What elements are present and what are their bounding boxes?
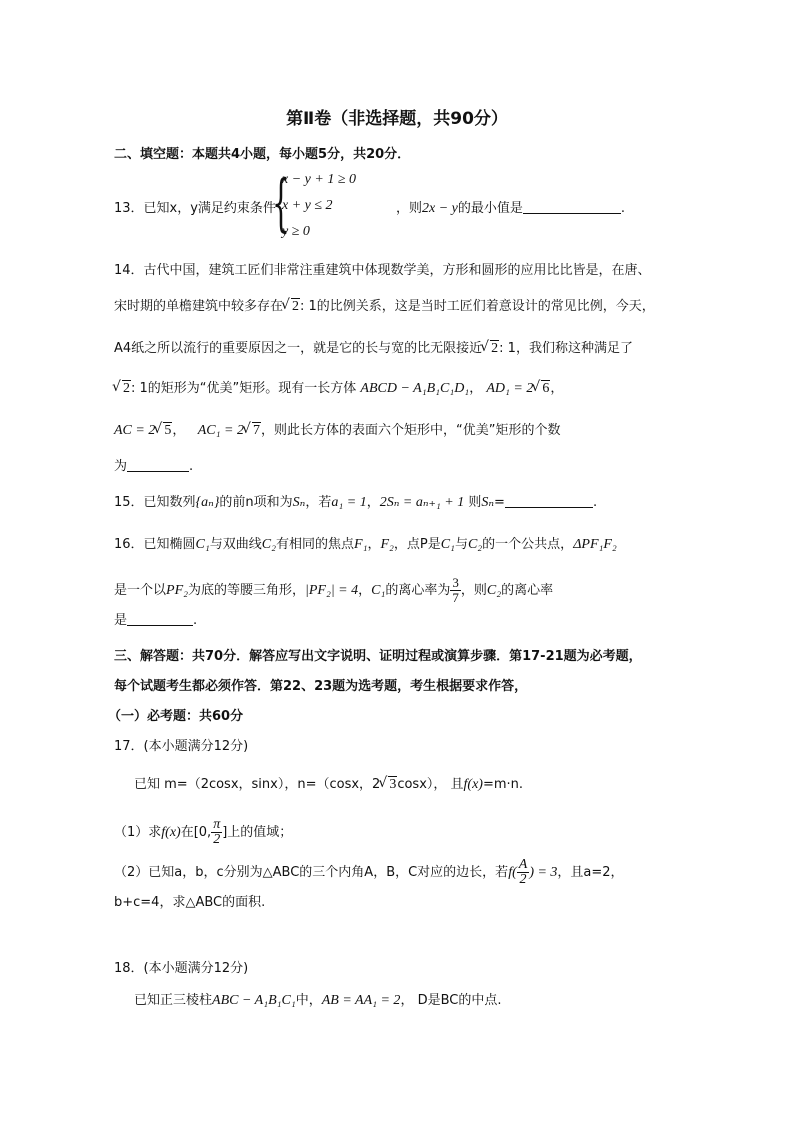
q14-text: 为 [114,459,128,474]
brace-icon: { [272,166,290,239]
q16-text: 与双曲线 [209,537,262,552]
question-13 [114,200,276,218]
q16-pf2: PF₂ [166,583,188,598]
q16-c2: C₂ [261,537,276,552]
q15-text: 则 [464,495,482,510]
q18-prism: ABC − A₁B₁C₁ [212,993,296,1008]
answer-blank [523,201,621,214]
q17-text: 在[0, [180,825,212,840]
q14-line-1: 14．古代中国，建筑工匠们非常注重建筑中体现数学美，方形和圆形的应用比比皆是，在唐、 [114,263,651,278]
q16-c2: C₂ [486,583,502,598]
q14-text: A4纸之所以流行的重要原因之一，就是它的长与宽的比无限接近 [114,341,483,356]
q16-line-1 [114,536,617,554]
q18-given [134,992,501,1010]
sqrt-2: √ 2 [283,298,300,316]
q16-text: 是一个以 [114,583,167,598]
q15-text: 15．已知数列 [114,495,196,510]
q16-text: 16．已知椭圆 [114,537,196,552]
q18-text: 已知正三棱柱 [134,993,213,1008]
q14-ac: AC = 2 [114,423,156,438]
q13-suffix: 的最小值是 [457,201,523,216]
q16-line-3 [114,612,197,630]
answer-blank [505,495,593,508]
q15-sequence: {aₙ} [195,495,220,510]
q15-sn: Sₙ [481,495,495,510]
q14-end: . [189,459,194,474]
q15-text: 的前n项和为 [219,495,293,510]
sqrt-6: √ 6 [533,380,550,398]
q17-f: f( [508,865,517,880]
q14-prism: ABCD − A₁B₁C₁D₁ [360,381,470,396]
q16-text: 的离心率为 [385,583,451,598]
section-2-header: 二、填空题：本题共4小题，每小题5分，共20分． [114,147,411,162]
q16-end: . [193,613,198,628]
q17-header: 17．(本小题满分12分) [114,739,249,754]
q18-text: 中， [295,993,322,1008]
question-15 [114,494,597,512]
q17-text: =m·n. [482,777,524,792]
q14-ad1: AD₁ = 2 [486,381,534,396]
q17-text: （2）已知a，b，c分别为△ABC的三个内角A，B，C对应的边长，若 [114,865,509,880]
q17-pi-fraction: $\frac{\pi}{2}$ [213,817,221,847]
section-3-subheader: （一）必考题：共60分 [108,709,244,724]
q14-text: : 1的比例关系，这是当时工匠们着意设计的常见比例，今天， [300,299,655,314]
q16-text: ，点P是 [393,537,441,552]
q17-fx: f(x) [161,825,181,840]
answer-blank [127,613,193,626]
q16-text: ， [367,537,381,552]
q16-f1: F₁ [354,537,368,552]
q16-text: 的离心率 [501,583,554,598]
q15-relation: 2Sₙ = aₙ₊₁ + 1 [379,495,465,510]
section-3-header-line-1: 三、解答题：共70分．解答应写出文字说明、证明过程或演算步骤．第17-21题为必考题， [114,649,642,664]
q16-text: ， [358,583,372,598]
page-title: 第Ⅱ卷（非选择题，共90分） [286,109,508,129]
q16-c1: C₁ [371,583,386,598]
q17-a-fraction: $\frac{A}{2}$ [518,857,528,887]
sqrt-2: √ 2 [114,380,131,398]
q16-text: 与 [454,537,468,552]
q16-triangle: ΔPF₁F₂ [573,537,617,552]
q17-text: 已知 m=（2cosx，sinx），n=（cosx，2 [134,777,381,792]
q14-text: 宋时期的单檐建筑中较多存在 [114,299,284,314]
q16-fraction: $\frac{3}{7}$ [452,575,459,605]
q17-text: ]上的值域； [222,825,293,840]
q13-tail [396,200,625,218]
q16-text: ，则 [460,583,487,598]
q16-text: 的一个公共点， [482,537,574,552]
answer-blank [127,459,189,472]
sqrt-2: √ 2 [482,340,499,358]
q16-text: 有相同的焦点 [276,537,355,552]
q13-end: . [620,201,626,216]
q15-end: . [592,495,598,510]
q18-text: ， D是BC的中点. [400,993,502,1008]
q16-text: 是 [114,613,128,628]
q13-prefix: 13．已知x，y满足约束条件 [114,201,276,216]
q14-text: : 1的矩形为“优美”矩形。现有一长方体 [131,381,357,396]
q14-line-2 [114,298,655,316]
q18-header: 18．(本小题满分12分) [114,961,249,976]
q17-given [134,776,523,794]
q13-expression: 2x − y [422,201,458,216]
q17-fx: f(x) [463,777,483,792]
q16-line-2 [114,576,553,605]
q18-eq: AB = AA₁ = 2 [321,993,401,1008]
q17-eq: ) = 3 [529,865,558,880]
q15-text: ， [366,495,380,510]
q13-constraint-1: x − y + 1 ≥ 0 [282,172,357,187]
q15-text: = [494,495,505,510]
q14-line-3 [114,340,633,358]
q14-line-6 [114,458,193,476]
q16-c1: C₁ [195,537,210,552]
q17-text: cosx）， 且 [397,777,464,792]
q16-abs: |PF₂| = 4 [305,583,359,598]
q13-constraint-2: x + y ≤ 2 [282,198,333,213]
q17-part-2 [114,858,624,887]
q16-c2: C₂ [467,537,483,552]
q14-text: ， [469,381,483,396]
q13-constraint-3: y ≥ 0 [282,224,310,239]
q17-part-2-cont: b+c=4，求△ABC的面积. [114,895,266,910]
sqrt-7: √ 7 [244,422,261,440]
q14-text: : 1，我们称这种满足了 [499,341,633,356]
q16-f2: F₂ [380,537,394,552]
section-3-header-line-2: 每个试题考生都必须作答．第22、23题为选考题，考生根据要求作答， [114,679,528,694]
q13-mid: ，则 [396,201,423,216]
sqrt-5: √ 5 [155,422,172,440]
q14-text: ，则此长方体的表面六个矩形中，“优美”矩形的个数 [260,423,561,438]
sqrt-3: √ 3 [380,776,397,794]
q14-ac1: AC₁ = 2 [197,423,244,438]
q17-part-1 [114,818,292,847]
q17-text: ，且a=2， [557,865,624,880]
q16-c1: C₁ [440,537,455,552]
q15-a1: a₁ = 1 [331,495,367,510]
q14-line-4: √ 2: 1的矩形为“优美”矩形。现有一长方体 ABCD − A₁B₁C₁D₁， AD₁ = 2√ 6， [114,380,563,398]
q16-text: 为底的等腰三角形， [188,583,306,598]
q15-text: ，若 [305,495,332,510]
q14-line-5: AC = 2√ 5， AC₁ = 2√ 7，则此长方体的表面六个矩形中，“优美”矩形的个数 [114,422,560,440]
q17-text: （1）求 [114,825,162,840]
q15-sn: Sₙ [292,495,306,510]
